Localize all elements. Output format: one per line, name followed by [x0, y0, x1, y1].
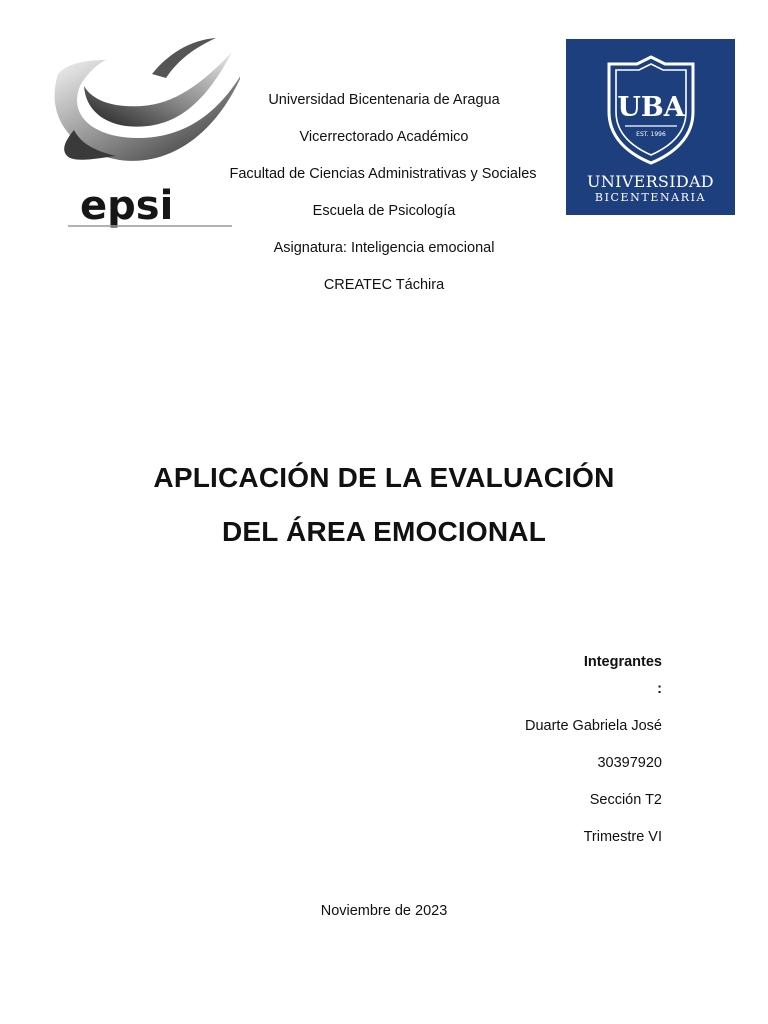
document-title-line-2: DEL ÁREA EMOCIONAL	[221, 516, 547, 547]
uba-word-universidad: UNIVERSIDAD	[587, 172, 714, 191]
document-date: Noviembre de 2023	[320, 903, 448, 919]
header-university: Universidad Bicentenaria de Aragua	[268, 92, 500, 108]
header-school: Escuela de Psicología	[312, 203, 456, 219]
uba-logo	[566, 39, 735, 215]
header-subject: Asignatura: Inteligencia emocional	[273, 240, 495, 256]
student-term: Trimestre VI	[583, 829, 662, 845]
integrantes-colon: :	[657, 681, 662, 697]
document-title-line-1: APLICACIÓN DE LA EVALUACIÓN	[153, 462, 615, 493]
student-section: Sección T2	[589, 792, 662, 808]
uba-word-bicentenaria: BICENTENARIA	[594, 191, 707, 204]
integrantes-label: Integrantes	[583, 654, 662, 670]
student-name: Duarte Gabriela José	[524, 718, 662, 734]
uba-shield-icon	[603, 54, 699, 166]
epsi-wordmark: epsi	[80, 183, 174, 229]
student-id: 30397920	[597, 755, 662, 771]
header-faculty: Facultad de Ciencias Administrativas y Sociales	[229, 166, 537, 182]
uba-shield-text: UBA	[617, 92, 685, 123]
uba-shield-subtext: EST. 1996	[636, 131, 666, 138]
header-createc: CREATEC Táchira	[323, 277, 445, 293]
header-vicerrectorado: Vicerrectorado Académico	[299, 129, 469, 145]
